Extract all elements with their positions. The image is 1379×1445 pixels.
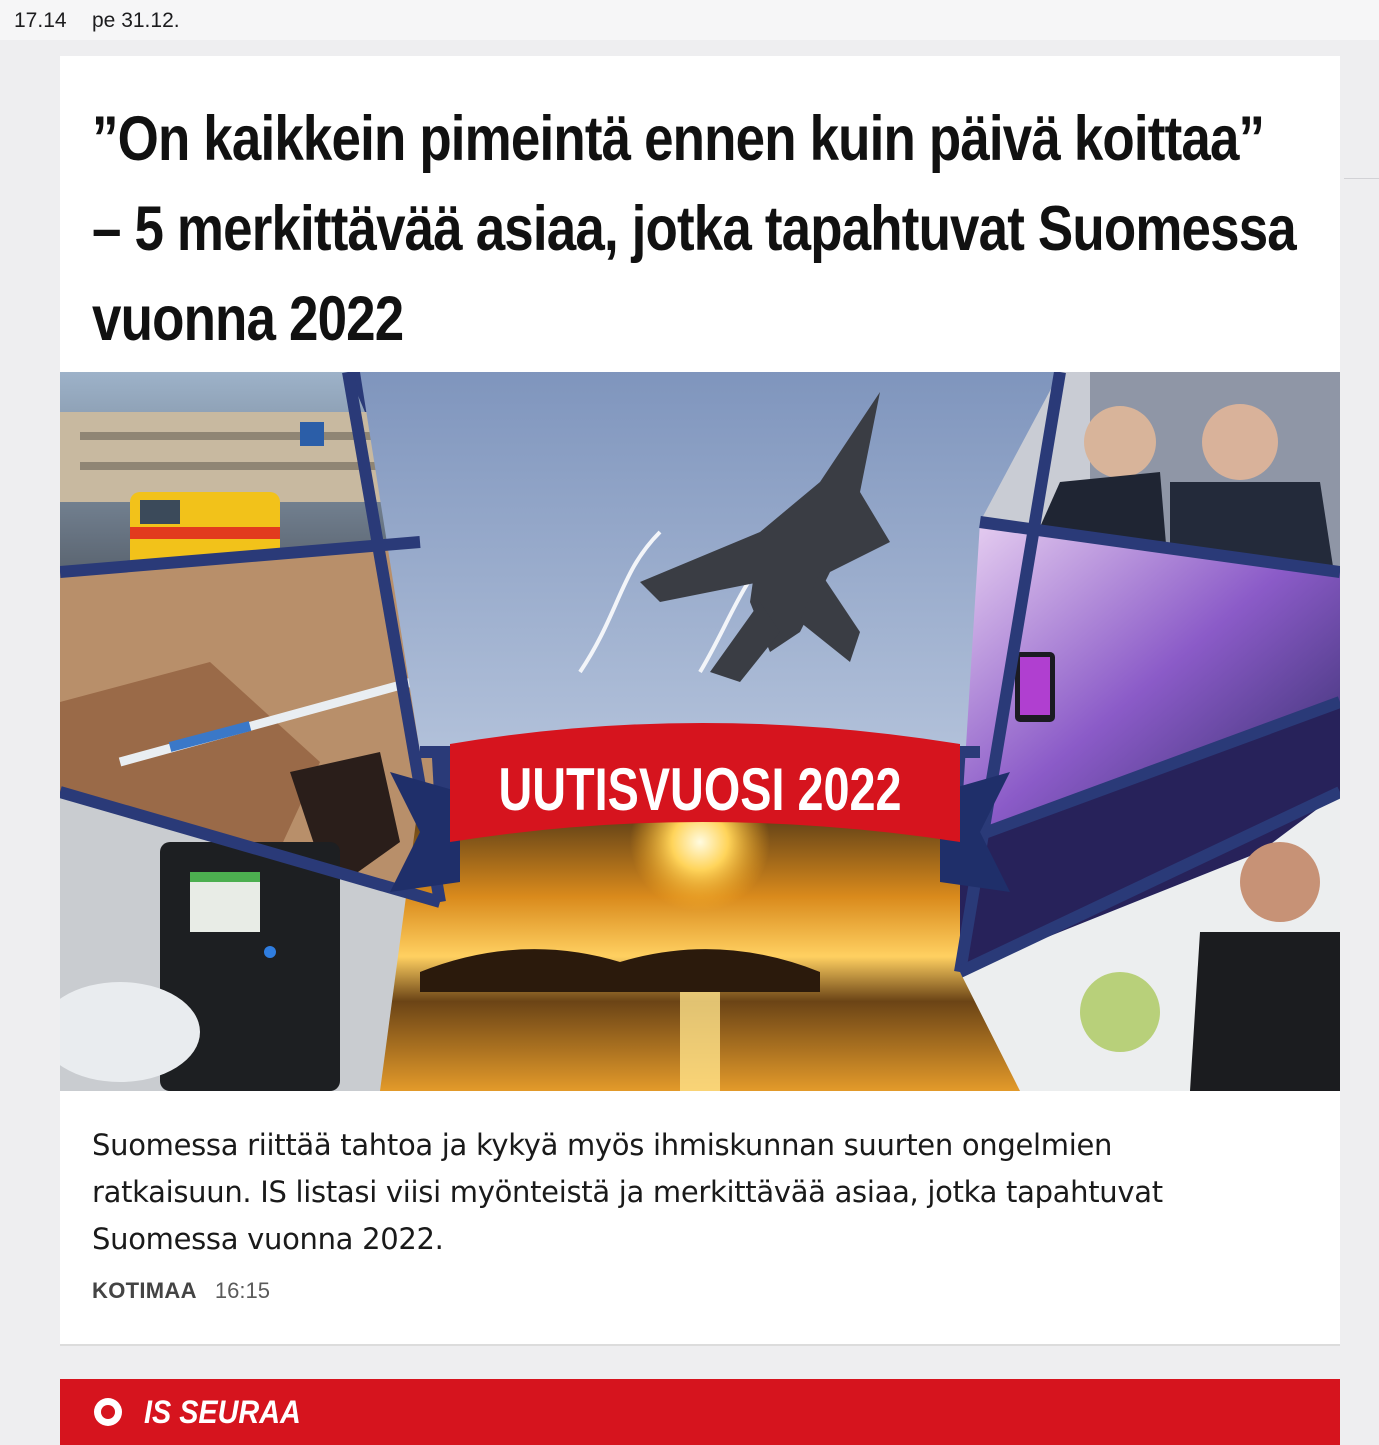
section-label: KOTIMAA: [92, 1278, 197, 1303]
status-date: pe 31.12.: [92, 9, 180, 32]
hero-banner-text: UUTISVUOSI 2022: [498, 756, 902, 824]
article-headline[interactable]: ”On kaikkein pimeintä ennen kuin päivä koittaa” – 5 merkittävää asiaa, jotka tapahtuvat Suomessa vuonna 2022: [92, 104, 1296, 354]
hero-image[interactable]: [60, 372, 1340, 1091]
divider: [1344, 178, 1379, 179]
status-bar: [0, 0, 1379, 40]
article-meta: [92, 1278, 270, 1304]
status-time: 17.14: [14, 9, 67, 32]
is-seuraa-label: IS SEURAA: [144, 1394, 301, 1430]
article-card[interactable]: [60, 56, 1340, 1346]
live-dot-icon: [94, 1398, 122, 1426]
article-lead: Suomessa riittää tahtoa ja kykyä myös ihmiskunnan suurten ongelmien ratkaisuun. IS listasi viisi myönteistä ja merkittävää asiaa, jotka tapahtuvat Suomessa vuonna 2022.: [92, 1128, 1163, 1256]
publish-time: 16:15: [214, 1278, 270, 1303]
is-seuraa-bar[interactable]: [60, 1379, 1340, 1445]
